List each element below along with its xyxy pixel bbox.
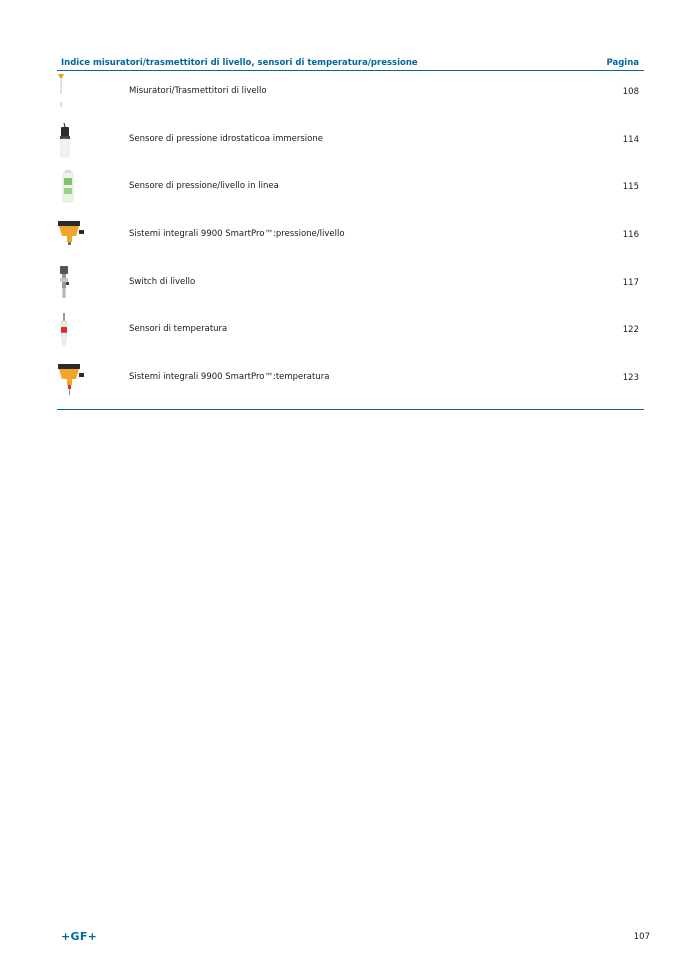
- toc-row-page: 123: [622, 373, 639, 384]
- toc-row[interactable]: [57, 119, 644, 167]
- toc-row-page: 115: [622, 182, 639, 193]
- inline-pressure-sensor-icon: [57, 168, 87, 208]
- toc-table: [57, 55, 644, 410]
- toc-title: Indice misuratori/trasmettitori di livello, sensori di temperatura/pressione: [61, 58, 418, 68]
- level-switch-icon: [57, 264, 87, 304]
- toc-row[interactable]: [57, 71, 644, 119]
- toc-header: [57, 55, 644, 71]
- toc-row-label: Sistemi integrali 9900 SmartPro™:pressione/livello: [129, 229, 345, 240]
- page-column-heading: Pagina: [606, 58, 639, 68]
- toc-row-page: 117: [622, 277, 639, 288]
- toc-row[interactable]: [57, 309, 644, 357]
- footer-page-number: 107: [633, 932, 650, 942]
- toc-bottom-rule: [57, 409, 644, 410]
- toc-row-label: Misuratori/Trasmettitori di livello: [129, 86, 267, 96]
- toc-row-label: Sensore di pressione/livello in linea: [129, 181, 279, 192]
- submersible-pressure-sensor-icon: [57, 121, 87, 161]
- toc-row-label: Switch di livello: [129, 276, 196, 287]
- toc-row-label: Sensori di temperatura: [129, 324, 228, 335]
- toc-row-page: 122: [622, 325, 639, 336]
- gf-logo: +GF+: [61, 930, 98, 943]
- smartpro-temperature-icon: [57, 359, 87, 399]
- temperature-sensor-icon: [57, 311, 87, 351]
- toc-row[interactable]: [57, 214, 644, 262]
- toc-row[interactable]: [57, 166, 644, 214]
- toc-row-label: Sensore di pressione idrostaticoa immersione: [129, 133, 323, 144]
- toc-row-page: 116: [622, 230, 639, 241]
- toc-row-page: 114: [622, 134, 639, 145]
- level-probe-icon: [57, 73, 87, 113]
- smartpro-transmitter-icon: [57, 216, 87, 256]
- toc-row-page: 108: [622, 87, 639, 97]
- toc-row-label: Sistemi integrali 9900 SmartPro™:temperatura: [129, 372, 330, 383]
- toc-row[interactable]: [57, 262, 644, 310]
- toc-row[interactable]: [57, 357, 644, 405]
